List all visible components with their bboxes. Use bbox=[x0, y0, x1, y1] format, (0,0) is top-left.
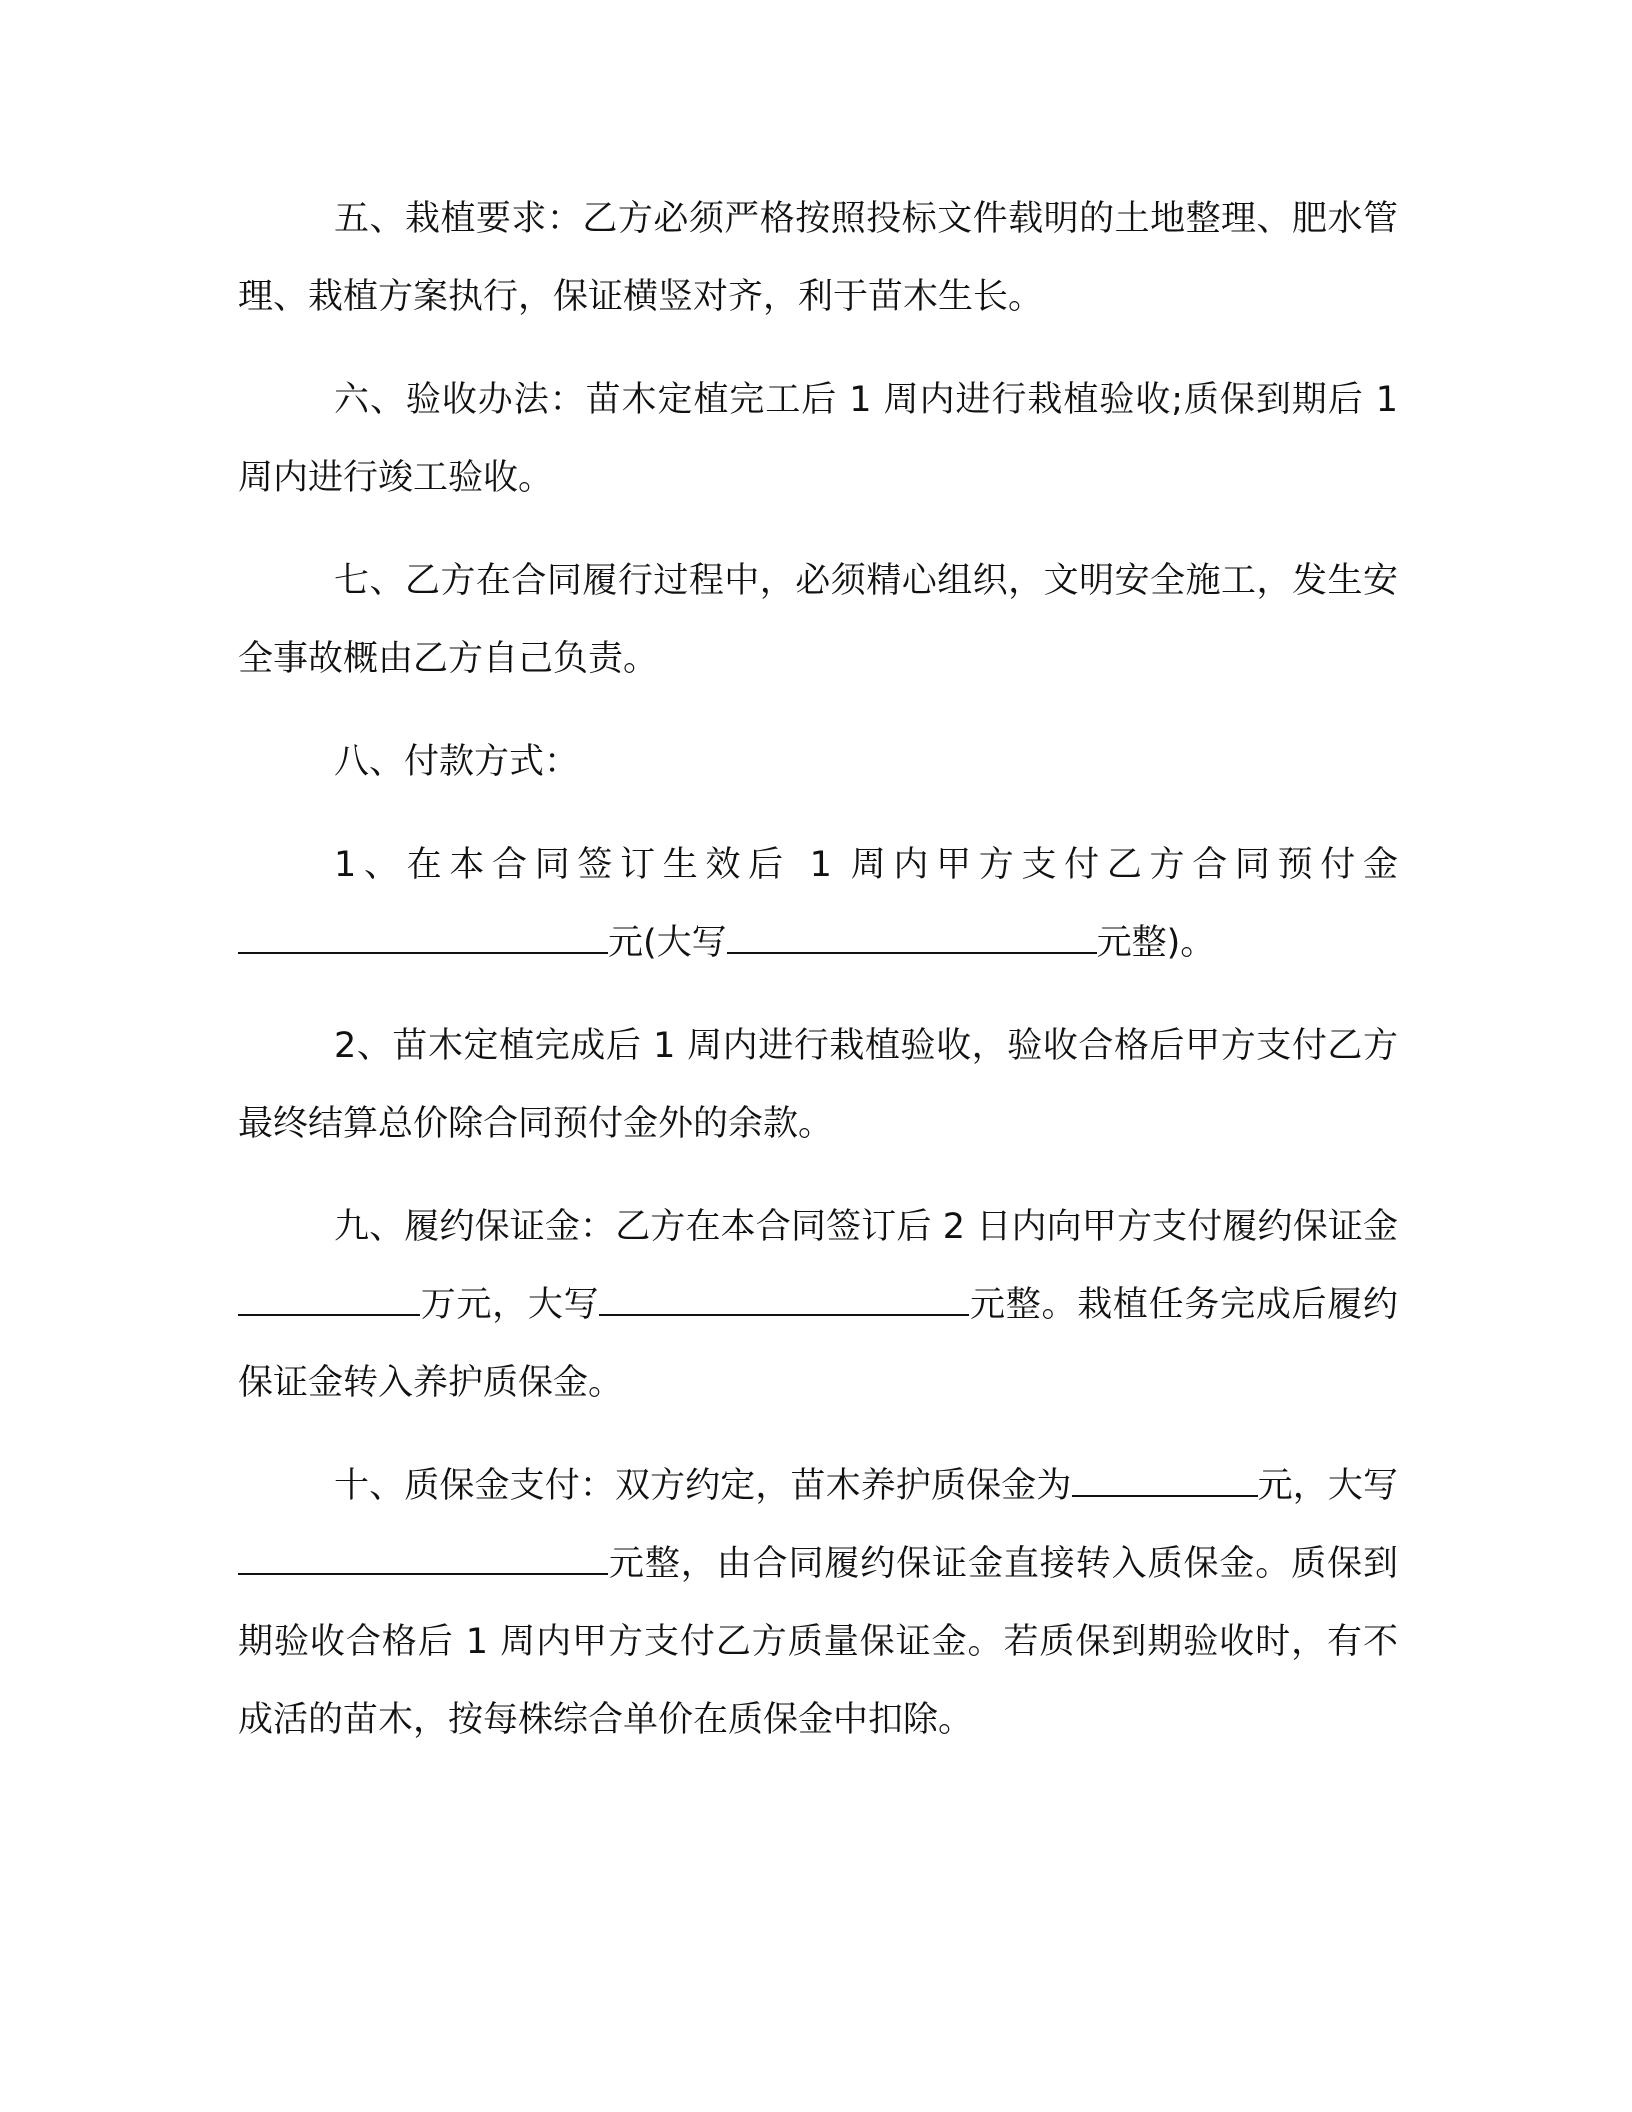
clause-9-performance-bond bbox=[238, 1188, 1398, 1422]
clause-8-1-advance-payment bbox=[238, 826, 1398, 982]
clause-8-1-text-c: 元整)。 bbox=[1096, 923, 1216, 963]
bond-amount-blank[interactable] bbox=[238, 1284, 420, 1316]
clause-10-text-a: 十、质保金支付：双方约定，苗木养护质保金为 bbox=[334, 1466, 1072, 1506]
clause-9-text-a: 九、履约保证金：乙方在本合同签订后 2 日内向甲方支付履约保证金 bbox=[334, 1207, 1398, 1247]
document-body bbox=[238, 180, 1398, 1784]
clause-6-acceptance-method: 六、验收办法：苗木定植完工后 1 周内进行栽植验收;质保到期后 1 周内进行竣工验收。 bbox=[238, 380, 1398, 498]
clause-9-text-b: 万元，大写 bbox=[420, 1285, 600, 1325]
clause-10-warranty-payment bbox=[238, 1447, 1398, 1759]
advance-amount-words-blank[interactable] bbox=[727, 922, 1097, 954]
clause-8-payment-heading: 八、付款方式： bbox=[334, 742, 580, 782]
clause-10-text-b: 元，大写 bbox=[1257, 1466, 1398, 1506]
clause-8-1-text-a: 1、在本合同签订生效后 1 周内甲方支付乙方合同预付金 bbox=[334, 845, 1398, 885]
clause-7-safety: 七、乙方在合同履行过程中，必须精心组织，文明安全施工，发生安全事故概由乙方自己负责。 bbox=[238, 561, 1398, 679]
warranty-amount-words-blank[interactable] bbox=[238, 1543, 608, 1575]
clause-5-planting-requirements: 五、栽植要求：乙方必须严格按照投标文件载明的土地整理、肥水管理、栽植方案执行，保证横竖对齐，利于苗木生长。 bbox=[238, 199, 1398, 317]
advance-amount-blank[interactable] bbox=[238, 922, 608, 954]
bond-amount-words-blank[interactable] bbox=[599, 1284, 969, 1316]
clause-10-text-c: 元整，由合同履约保证金直接转入质保金。质保到期验收合格后 1 周内甲方支付乙方质量保证金。若质保到期验收时，有不成活的苗木，按每株综合单价在质保金中扣除。 bbox=[238, 1544, 1398, 1740]
clause-9-text-c: 元整。栽植任务完成后履约保证金转入养护质保金。 bbox=[238, 1285, 1398, 1403]
clause-8-1-text-b: 元(大写 bbox=[608, 923, 727, 963]
warranty-amount-blank[interactable] bbox=[1072, 1465, 1258, 1497]
clause-8-2-final-payment: 2、苗木定植完成后 1 周内进行栽植验收，验收合格后甲方支付乙方最终结算总价除合同预付金外的余款。 bbox=[238, 1026, 1398, 1144]
